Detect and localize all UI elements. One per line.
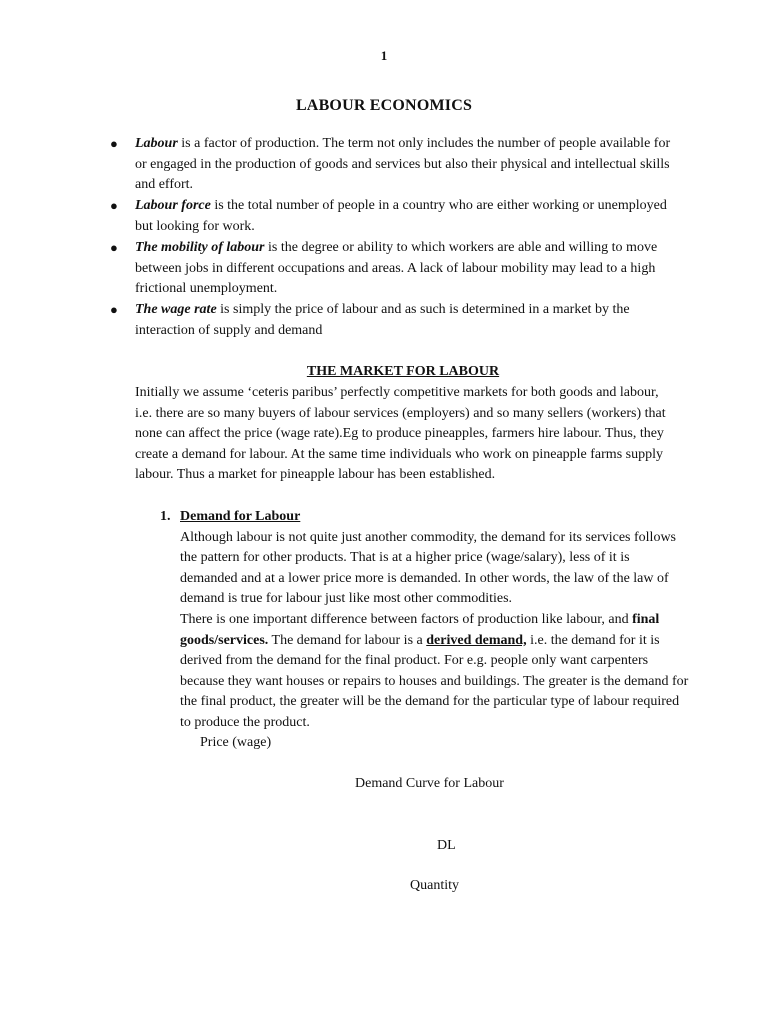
bold-phrase: final goods/services.	[180, 611, 660, 648]
term-definition: is simply the price of labour and as such is determined in a market by the interaction of supply and demand	[135, 302, 630, 338]
x-axis-label: Quantity	[410, 878, 459, 893]
bullet-icon: ●	[110, 239, 118, 255]
demand-section	[160, 507, 690, 734]
figure-caption: Demand Curve for Labour	[355, 776, 504, 791]
paragraph-text: There is one important difference between factors of production like labour, and	[180, 611, 633, 627]
term-label: The mobility of labour	[135, 239, 265, 255]
term-label: Labour	[135, 136, 178, 151]
list-item	[110, 134, 680, 196]
page-number: 1	[380, 48, 388, 63]
y-axis-label: Price (wage)	[200, 735, 272, 750]
paragraph-text: i.e. the demand for it is derived from the demand for the final product. For e.g. people only want carpenters because they want houses or repairs to houses and buildings. The greater is the demand for the final product, the greater will be the demand for the particular type of labour required to produce the product.	[180, 632, 689, 730]
term-definition: is a factor of production. The term not only includes the number of people available for or engaged in the production of goods and services but also their physical and intellectual skills and effort.	[135, 136, 671, 193]
key-term: derived demand,	[426, 632, 527, 648]
section-heading: THE MARKET FOR LABOUR	[306, 364, 500, 379]
bullet-icon: ●	[110, 198, 118, 214]
list-item	[110, 196, 680, 237]
list-item	[110, 300, 680, 341]
term-definition: is the total number of people in a country who are either working or unemployed but looking for work.	[135, 198, 667, 234]
term-definition: is the degree or ability to which workers are able and willing to move between jobs in different occupations and areas. A lack of labour mobility may lead to a high frictional unemployment.	[135, 239, 658, 297]
definitions-list	[110, 134, 680, 342]
term-label: Labour force	[135, 198, 211, 214]
document-title: LABOUR ECONOMICS	[295, 97, 473, 114]
bullet-icon: ●	[110, 136, 118, 151]
demand-paragraph-2	[180, 610, 690, 734]
bullet-icon: ●	[110, 302, 118, 318]
demand-paragraph-1: Although labour is not quite just another commodity, the demand for its services follows the pattern for other products. That is at a higher price (wage/salary), less of it is demanded and at a lower price more is demanded. In other words, the law of the law of demand is true for labour just like most other commodities.	[180, 529, 677, 607]
list-item	[110, 238, 680, 300]
term-label: The wage rate	[135, 302, 217, 318]
intro-paragraph: Initially we assume ‘ceteris paribus’ perfectly competitive markets for both goods and labour, i.e. there are so many buyers of labour services (employers) and so many sellers (workers) that none can affect the price (wage rate).Eg to produce pineapples, farmers hire labour. Thus, they create a demand for labour. At the same time individuals who work on pineapple farms supply labour. Thus a market for pineapple labour has been established.	[135, 385, 666, 483]
section-number: 1.	[160, 509, 171, 524]
subsection-heading: Demand for Labour	[180, 509, 301, 524]
paragraph-text: The demand for labour is a	[268, 632, 427, 648]
curve-label: DL	[437, 838, 456, 853]
